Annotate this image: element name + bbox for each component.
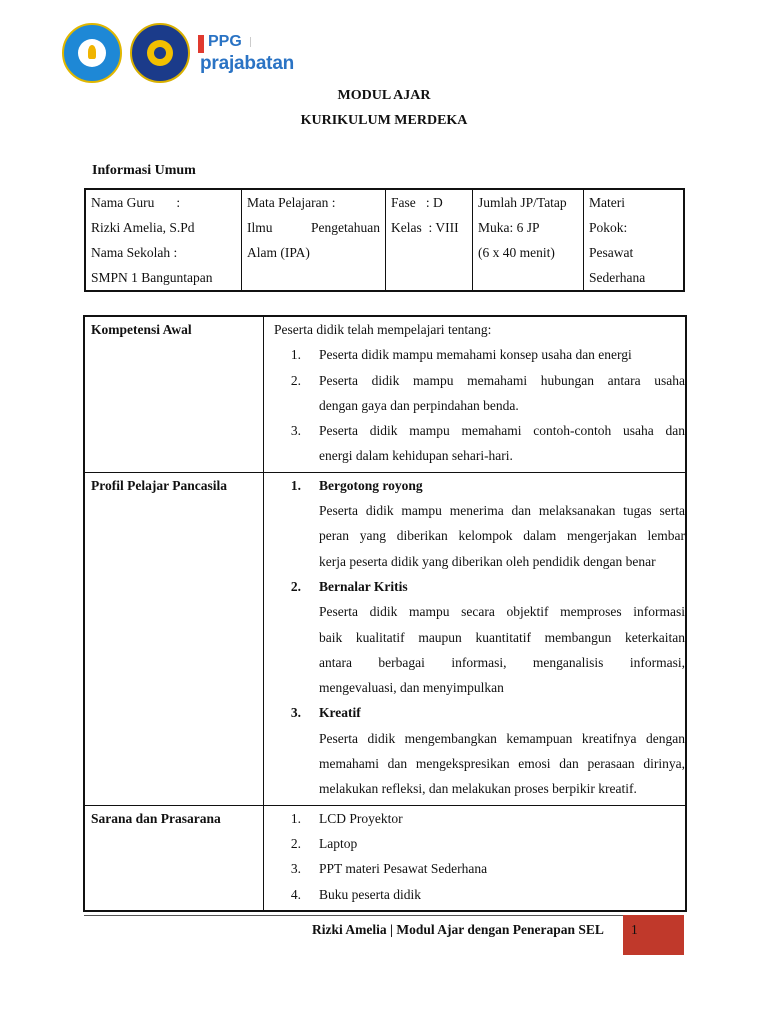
mapel-value: Alam (IPA) [247,245,310,260]
sekolah-value: SMPN 1 Banguntapan [91,270,213,285]
sarana-item-number: 2. [290,835,301,851]
kompetensi-item-text: dengan gaya dan perpindahan benda. [319,397,519,413]
kemdikbud-logo [62,23,122,83]
profil-content [264,472,687,805]
fase-cell [386,189,473,291]
profil-label: Profil Pelajar Pancasila [84,472,264,805]
kompetensi-awal-content [264,316,687,472]
profil-item-description: mengevaluasi, dan menyimpulkan [319,680,504,696]
sarana-item [274,806,685,831]
ppg-logo-top: PPG [208,33,242,50]
sarana-item-text: PPT materi Pesawat Sederhana [319,861,488,877]
profil-item-title [274,700,685,725]
footer-divider [84,915,684,916]
profil-item-title [274,574,685,599]
sarana-item-number: 4. [290,886,301,902]
guru-value: Rizki Amelia, S.Pd [91,220,195,235]
ppg-prajabatan-logo [198,27,295,79]
kompetensi-item-number [274,443,319,468]
kompetensi-item [274,342,685,367]
informasi-umum-table [84,188,685,292]
uny-logo [130,23,190,83]
kompetensi-awal-row [84,316,686,472]
kompetensi-item-number: 2. [290,372,301,388]
profil-item-description: melakukan refleksi, dan melakukan proses berpikir kreatif. [319,781,637,797]
sarana-item-number: 1. [290,810,301,826]
modul-detail-table [83,315,687,912]
profil-item-number: 1. [290,477,301,493]
page-number-box [623,915,684,955]
ppg-logo-bottom: prajabatan [200,53,295,74]
profil-row [84,472,686,805]
kompetensi-item-text: Peserta didik mampu memahami konsep usaha dan energi [319,347,632,363]
document-title: MODUL AJAR [337,88,431,103]
sarana-item [274,831,685,856]
guru-cell: Nama Guru : Rizki Amelia, S.Pd Nama Sekolah : SMPN 1 Banguntapan [85,189,242,291]
kompetensi-item-number: 3. [290,423,301,439]
kompetensi-item-number [274,393,319,418]
document-subtitle: KURIKULUM MERDEKA [300,113,468,128]
profil-item-title [274,473,685,498]
sarana-label: Sarana dan Prasarana [84,805,264,911]
sarana-item [274,856,685,881]
kompetensi-item [274,393,685,418]
sarana-row [84,805,686,911]
kompetensi-awal-label: Kompetensi Awal [84,316,264,472]
profil-item-heading: Bergotong royong [319,477,423,493]
kompetensi-item-text: Peserta didik mampu memahami contoh-contoh usaha dan [319,423,685,439]
header-logos [62,24,295,82]
profil-item-number: 2. [290,578,301,594]
mapel-label: Mata Pelajaran : [247,195,336,210]
mapel-cell: Mata Pelajaran : Ilmu Pengetahuan Alam (IPA) [242,189,386,291]
profil-item-heading: Bernalar Kritis [319,578,408,594]
footer-text: Rizki Amelia | Modul Ajar dengan Penerapan SEL [312,922,604,937]
sarana-item-text: LCD Proyektor [319,810,403,826]
profil-item-description: baik kualitatif maupun kuantitatif membangun keterkaitan [319,629,685,645]
profil-item-description: antara berbagai informasi, menganalisis informasi, [319,654,685,670]
sarana-item-text: Buku peserta didik [319,886,421,902]
kompetensi-item-text: Peserta didik mampu memahami hubungan antara usaha [319,372,685,388]
profil-item-description: Peserta didik mengembangkan kemampuan kreatifnya dengan [319,730,685,746]
kelas: Kelas : VIII [391,220,459,235]
sarana-item-text: Laptop [319,835,358,851]
sarana-item-number: 3. [290,861,301,877]
sarana-item [274,882,685,907]
fase: Fase : D [391,195,443,210]
sarana-content [264,805,687,911]
page-number: 1 [631,922,638,937]
kompetensi-item-number: 1. [290,347,301,363]
jp-cell: Jumlah JP/Tatap Muka: 6 JP (6 x 40 menit) [473,189,584,291]
profil-item-heading: Kreatif [319,705,361,721]
kompetensi-item [274,443,685,468]
kompetensi-item-text: energi dalam kehidupan sehari-hari. [319,448,513,464]
guru-label: Nama Guru [91,195,155,210]
kompetensi-intro: Peserta didik telah mempelajari tentang: [274,322,492,337]
profil-item-description: memahami dan mengekspresikan emosi dan perasaan dirinya, [319,756,685,772]
profil-item-description: peran yang diberikan kelompok dalam mengerjakan lembar [319,528,685,544]
kompetensi-item [274,368,685,393]
informasi-umum-heading: Informasi Umum [92,163,196,178]
profil-item-description: Peserta didik mampu secara objektif memproses informasi [319,604,685,620]
materi-cell: Materi Pokok: Pesawat Sederhana [584,189,685,291]
profil-item-number: 3. [290,705,301,721]
kompetensi-item [274,418,685,443]
profil-item-description: Peserta didik mampu menerima dan melaksanakan tugas serta [319,503,685,519]
sekolah-label: Nama Sekolah : [91,245,178,260]
profil-item-description: kerja peserta didik yang diberikan oleh pendidik dengan benar [319,553,656,569]
